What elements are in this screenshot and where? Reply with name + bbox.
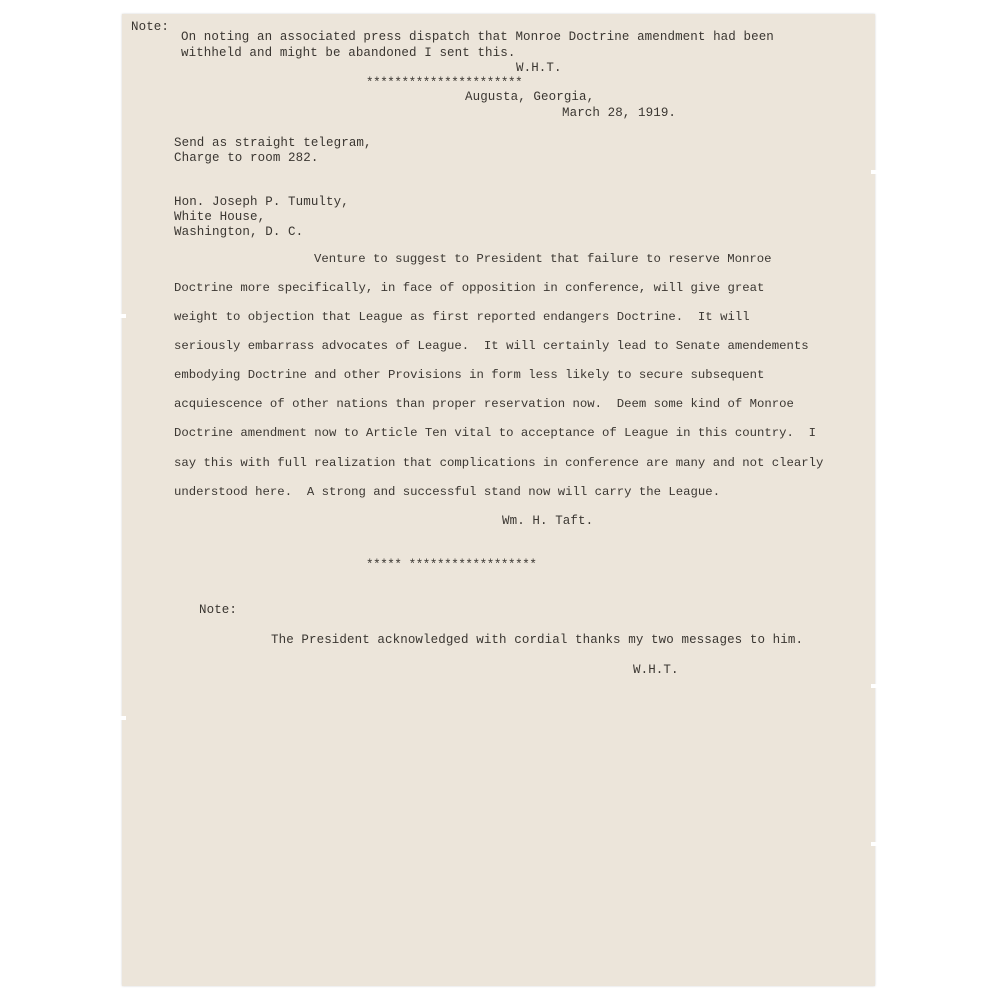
addressee-building: White House, <box>174 210 266 224</box>
addressee-name: Hon. Joseph P. Tumulty, <box>174 195 349 209</box>
footer-initials: W.H.T. <box>633 663 679 677</box>
body-line: weight to objection that League as first reported endangers Doctrine. It will <box>174 310 750 324</box>
separator-top: ********************** <box>366 76 523 90</box>
body-line: understood here. A strong and successful stand now will carry the League. <box>174 485 721 499</box>
dateline-place: Augusta, Georgia, <box>465 90 595 104</box>
dateline-date: March 28, 1919. <box>562 106 677 120</box>
paper-edge-nick <box>871 842 877 846</box>
body-line: acquiescence of other nations than proper reservation now. Deem some kind of Monroe <box>174 397 794 411</box>
footer-note-text: The President acknowledged with cordial thanks my two messages to him. <box>271 633 804 647</box>
separator-bottom: ***** ****************** <box>366 558 537 572</box>
intro-line-2: withheld and might be abandoned I sent this. <box>181 46 516 60</box>
signature: Wm. H. Taft. <box>502 514 594 528</box>
body-line: seriously embarrass advocates of League. It will certainly lead to Senate amendements <box>174 339 809 353</box>
instruction-line-2: Charge to room 282. <box>174 151 319 165</box>
paper-edge-nick <box>871 684 877 688</box>
intro-line-1: On noting an associated press dispatch that Monroe Doctrine amendment had been <box>181 30 774 44</box>
paper-edge-nick <box>120 314 126 318</box>
footer-note-label: Note: <box>199 603 238 617</box>
instruction-line-1: Send as straight telegram, <box>174 136 372 150</box>
body-line: embodying Doctrine and other Provisions in form less likely to secure subsequent <box>174 368 765 382</box>
paper-edge-nick <box>120 716 126 720</box>
header-note-label: Note: <box>131 20 170 34</box>
body-line: say this with full realization that complications in conference are many and not clearly <box>174 456 824 470</box>
paper-edge-nick <box>871 170 877 174</box>
addressee-city: Washington, D. C. <box>174 225 304 239</box>
body-line: Doctrine more specifically, in face of opposition in conference, will give great <box>174 281 765 295</box>
body-line: Venture to suggest to President that failure to reserve Monroe <box>314 252 772 266</box>
body-line: Doctrine amendment now to Article Ten vital to acceptance of League in this country. I <box>174 426 817 440</box>
initials-top: W.H.T. <box>516 61 562 75</box>
